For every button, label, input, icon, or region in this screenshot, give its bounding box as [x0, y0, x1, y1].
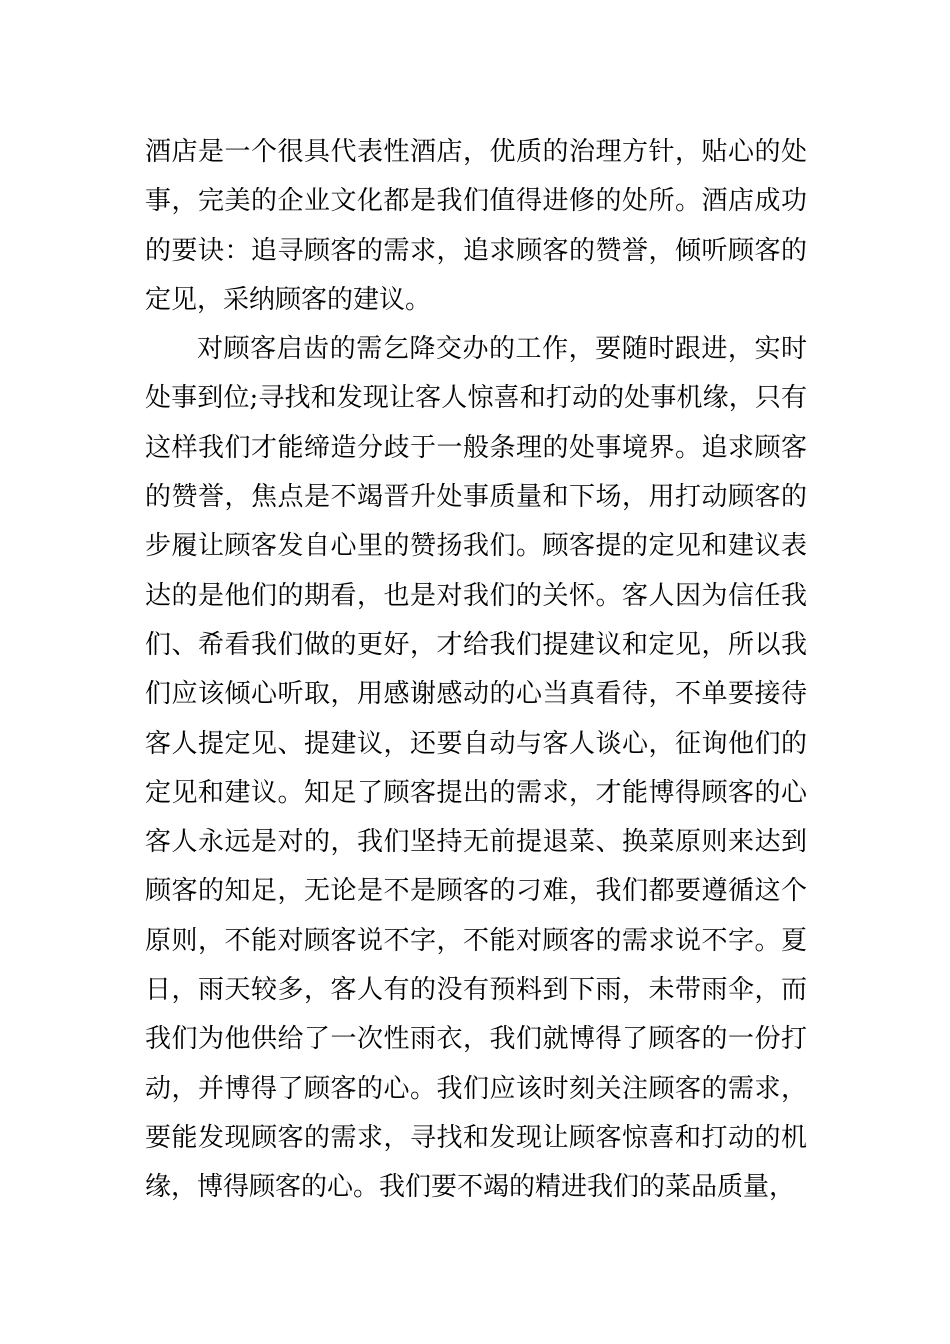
paragraph-2: 对顾客启齿的需乞降交办的工作，要随时跟进，实时处事到位;寻找和发现让客人惊喜和打动的处事机缘，只有这样我们才能缔造分歧于一般条理的处事境界。追求顾客的赞誉，焦点是不竭晋升处事质量和下场，用打动顾客的步履让顾客发自心里的赞扬我们。顾客提的定见和建议表达的是他们的期看，也是对我们的关怀。客人因为信任我们、希看我们做的更好，才给我们提建议和定见，所以我们应该倾心听取，用感谢感动的心当真看待，不单要接待客人提定见、提建议，还要自动与客人谈心，征询他们的定见和建议。知足了顾客提出的需求，才能博得顾客的心客人永远是对的，我们坚持无前提退菜、换菜原则来达到顾客的知足，无论是不是顾客的刁难，我们都要遵循这个原则，不能对顾客说不字，不能对顾客的需求说不字。夏日，雨天较多，客人有的没有预料到下雨，未带雨伞，而我们为他供给了一次性雨衣，我们就博得了顾客的一份打动，并博得了顾客的心。我们应该时刻关注顾客的需求，要能发现顾客的需求，寻找和发现让顾客惊喜和打动的机缘，博得顾客的心。我们要不竭的精进我们的菜品质量，: [145, 334, 807, 1203]
document-page: [145, 128, 807, 1213]
paragraph-1: 酒店是一个很具代表性酒店，优质的治理方针，贴心的处事，完美的企业文化都是我们值得进修的处所。酒店成功的要诀：追寻顾客的需求，追求顾客的赞誉，倾听顾客的定见，采纳顾客的建议。: [145, 137, 807, 315]
